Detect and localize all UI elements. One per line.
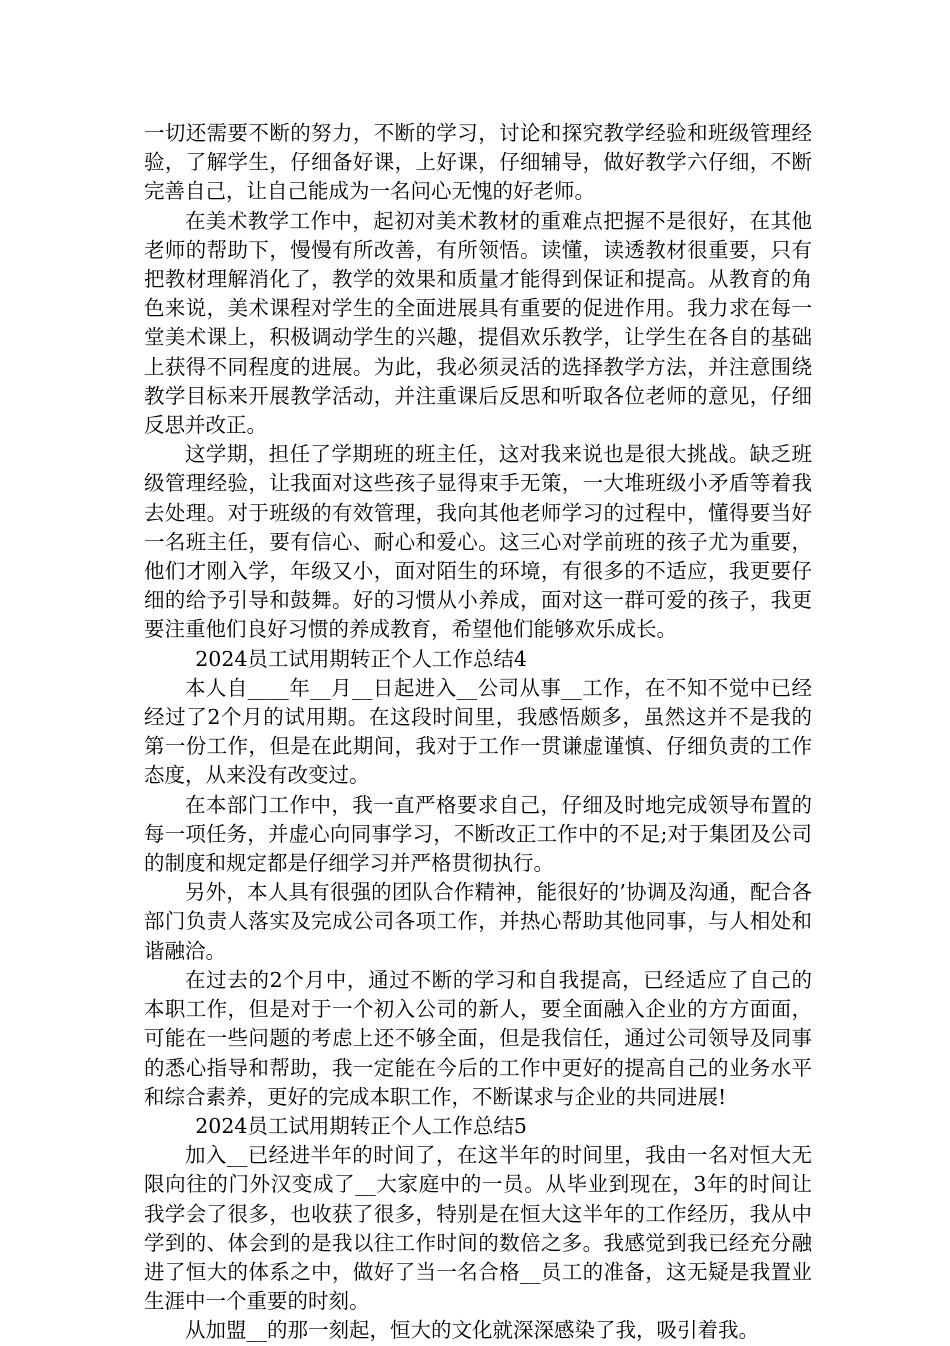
paragraph-culture: 从加盟__的那一刻起，恒大的文化就深深感染了我，吸引着我。 [185,1318,759,1343]
paragraph-half-year: 加入__已经进半年的时间了，在这半年的时间里，我由一名对恒大无限向往的门外汉变成了__大家庭中的一员。从毕业到现在，3年的时间让我学会了很多，也收获了很多，特别是在恒大这半年的工作经历，我从中学到的、体会到的是我以往工作时间的数倍之多。我感觉到我已经充分融进了恒大的体系之中，做好了当一名合格__员工的准备，这无疑是我置业生涯中一个重要的时刻。 [144,1143,812,1314]
section-heading-5: 2024员工试用期转正个人工作总结5 [195,1113,527,1138]
document-page [144,119,812,1346]
paragraph-past-two-months: 在过去的2个月中，通过不断的学习和自我提高，已经适应了自己的本职工作，但是对于一个初入公司的新人，要全面融入企业的方方面面，可能在一些问题的考虑上还不够全面，但是我信任，通过公司领导及同事的悉心指导和帮助，我一定能在今后的工作中更好的提高自己的业务水平和综合素养，更好的完成本职工作，不断谋求与企业的共同进展! [144,967,812,1109]
paragraph-department-work: 在本部门工作中，我一直严格要求自己，仔细及时地完成领导布置的每一项任务，并虚心向同事学习，不断改正工作中的不足;对于集团及公司的制度和规定都是仔细学习并严格贯彻执行。 [144,792,812,876]
paragraph-continuation: 一切还需要不断的努力，不断的学习，讨论和探究教学经验和班级管理经验，了解学生，仔细备好课，上好课，仔细辅导，做好教学六仔细，不断完善自己，让自己能成为一名问心无愧的好老师。 [144,121,812,204]
paragraph-probation-intro: 本人自____年__月__日起进入__公司从事__工作，在不知不觉中已经经过了2个月的试用期。在这段时间里，我感悟颇多，虽然这并不是我的第一份工作，但是在此期间，我对于工作一贯谦虚谨慎、仔细负责的工作态度，从来没有改变过。 [144,675,812,788]
section-heading-4: 2024员工试用期转正个人工作总结4 [195,646,527,671]
paragraph-art-teaching: 在美术教学工作中，起初对美术教材的重难点把握不是很好，在其他老师的帮助下，慢慢有所改善，有所领悟。读懂，读透教材很重要，只有把教材理解消化了，教学的效果和质量才能得到保证和提高。从教育的角色来说，美术课程对学生的全面进展具有重要的促进作用。我力求在每一堂美术课上，积极调动学生的兴趣，提倡欢乐教学，让学生在各自的基础上获得不同程度的进展。为此，我必须灵活的选择教学方法，并注意围绕教学目标来开展教学活动，并注重课后反思和听取各位老师的意见，仔细反思并改正。 [144,208,812,438]
paragraph-teamwork: 另外，本人具有很强的团队合作精神，能很好的’协调及沟通，配合各部门负责人落实及完成公司各项工作，并热心帮助其他同事，与人相处和谐融洽。 [144,880,812,963]
paragraph-head-teacher: 这学期，担任了学期班的班主任，这对我来说也是很大挑战。缺乏班级管理经验，让我面对这些孩子显得束手无策，一大堆班级小矛盾等着我去处理。对于班级的有效管理，我向其他老师学习的过程中，懂得要当好一名班主任，要有信心、耐心和爱心。这三心对学前班的孩子尤为重要，他们才刚入学，年级又小，面对陌生的环境，有很多的不适应，我更要仔细的给予引导和鼓舞。好的习惯从小养成，面对这一群可爱的孩子，我更要注重他们良好习惯的养成教育，希望他们能够欢乐成长。 [144,442,812,642]
